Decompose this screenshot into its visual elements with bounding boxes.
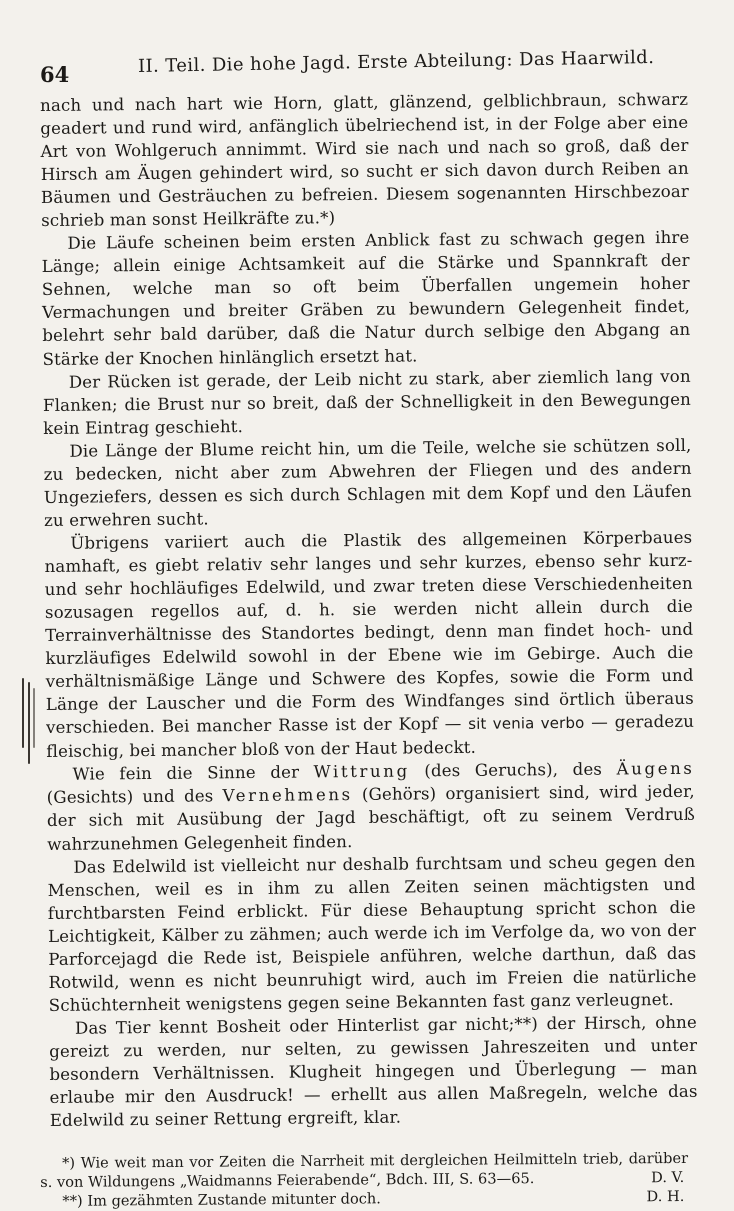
footnote-1-signature: D. V. [651,1169,685,1187]
paragraph-tail: Die Länge der Blume reicht hin, um die Teile, welche sie schützen soll, zu bedecken, nicht aber zum Abwehren der Fliegen und des andern Ungeziefers, dessen es sich durch Schlagen mit dem Kopf und den Läufen zu erwehren sucht. [43,435,692,530]
body-text [40,88,698,1132]
footnote-1 [40,1149,688,1192]
running-head: II. Teil. Die hohe Jagd. Erste Abteilung: Das Haarwild. [137,46,655,77]
paragraph-senses [46,757,695,855]
paragraph-body-shape-text-a: Übrigens variiert auch die Plastik des allgemeinen Körperbaues namhaft, es giebt relativ sehr langes und sehr kurzes, ebenso sehr kurz- und sehr hochläufiges Edelwild, und zwar treten diese Verschiedenheiten sozusagen regellos auf, d. h. sie werden nicht allein durch die Terrainverhältnisse des Standortes bedingt, denn man findet hoch- und kurzläufiges Edelwild sowohl in der Ebene wie im Gebirge. Auch die verhältnismäßige Länge und Schwere des Kopfes, sowie die Form und Länge der Lauscher und die Form des Windfanges sind örtlich überaus verschieden. Bei mancher Rasse ist der Kopf — [44,527,694,738]
page-number: 64 [40,62,70,87]
paragraph-legs: Die Läufe scheinen beim ersten Anblick fast zu schwach gegen ihre Länge; allein einige Achtsamkeit auf die Stärke und Spannkraft der Sehnen, welche man so oft beim Überfallen ungemein hoher Vermachungen und breiter Gräben zu bewundern Gelegenheit findet, belehrt sehr bald darüber, daß die Natur durch selbige den Abgang an Stärke der Knochen hinlänglich ersetzt hat. [41,228,691,369]
footnote-2 [40,1187,688,1211]
latin-phrase: sit venia verbo [468,714,585,734]
senses-text-a: Wie fein die Sinne der [72,762,300,785]
term-vernehmens: Vernehmens [222,785,353,806]
page-header [40,48,688,88]
senses-text-d: (Gehörs) organisiert sind, wird jeder, der sich mit Ausübung der Jagd beschäftigt, oft zu seinem Verdruß wahrzunehmen Gelegenheit finden. [46,782,696,854]
senses-text-b: (des Geruchs), des [424,759,603,781]
paragraph-cunning: Das Tier kennt Bosheit oder Hinterlist gar nicht;**) der Hirsch, ohne gereizt zu werden, nur selten, zu gewissen Jahreszeiten und unter besondern Verhältnissen. Klugheit hingegen und Überlegung — man erlaube mir den Ausdruck! — erhellt aus allen Maßregeln, welche das Edelwild zu seiner Rettung ergreift, klar. [49,1012,698,1131]
paragraph-body-shape [44,526,694,764]
footnote-2-signature: D. H. [646,1188,685,1206]
margin-ink-mark [22,678,36,764]
term-aeugens: Äugens [616,759,695,779]
paragraph-body-shape-text-b: — geradezu fleischig, bei mancher bloß von der Haut bedeckt. [46,712,695,762]
senses-text-c: (Gesichts) und des [46,786,214,808]
paragraph-shyness: Das Edelwild ist vielleicht nur deshalb furchtsam und scheu gegen den Menschen, weil es in ihm zu allen Zeiten seinen mächtigsten und furchtbarsten Feind erblickt. Für diese Behauptung spricht schon die Leichtigkeit, Kälber zu zähmen; auch werde ich im Verfolge da, wo von der Parforcejagd die Rede ist, Beispiele anführen, welche darthun, daß das Rotwild, wenn es nicht beunruhigt wird, auch im Freien die natürliche Schüchternheit wenigstens gegen seine Bekannten fast ganz verleugnet. [47,851,697,1015]
footnote-2-text: **) Im gezähmten Zustande mitunter doch. [62,1190,381,1210]
footnotes [40,1149,688,1211]
term-wittrung: Wittrung [313,761,410,782]
paragraph-back: Der Rücken ist gerade, der Leib nicht zu stark, aber ziemlich lang von Flanken; die Brust nur so breit, daß der Schnelligkeit in den Bewegungen kein Eintrag geschieht. [42,366,692,438]
footnote-1-text: *) Wie weit man vor Zeiten die Narrheit mit dergleichen Heilmitteln trieb, darüber s. von Wildungens „Waidmanns Feierabende“, Bdch. III, S. 63—65. [40,1150,689,1192]
paragraph-bezoar: nach und nach hart wie Horn, glatt, glänzend, gelblichbraun, schwarz geadert und rund wird, anfänglich übelriechend ist, in der Folge aber eine Art von Wohlgeruch annimmt. Wird sie nach und nach so groß, daß der Hirsch am Äugen gehindert wird, so sucht er sich davon durch Reiben an Bäumen und Gesträuchen zu befreien. Diesem sogenannten Hirschbezoar schrieb man sonst Heilkräfte zu.*) [40,89,690,231]
